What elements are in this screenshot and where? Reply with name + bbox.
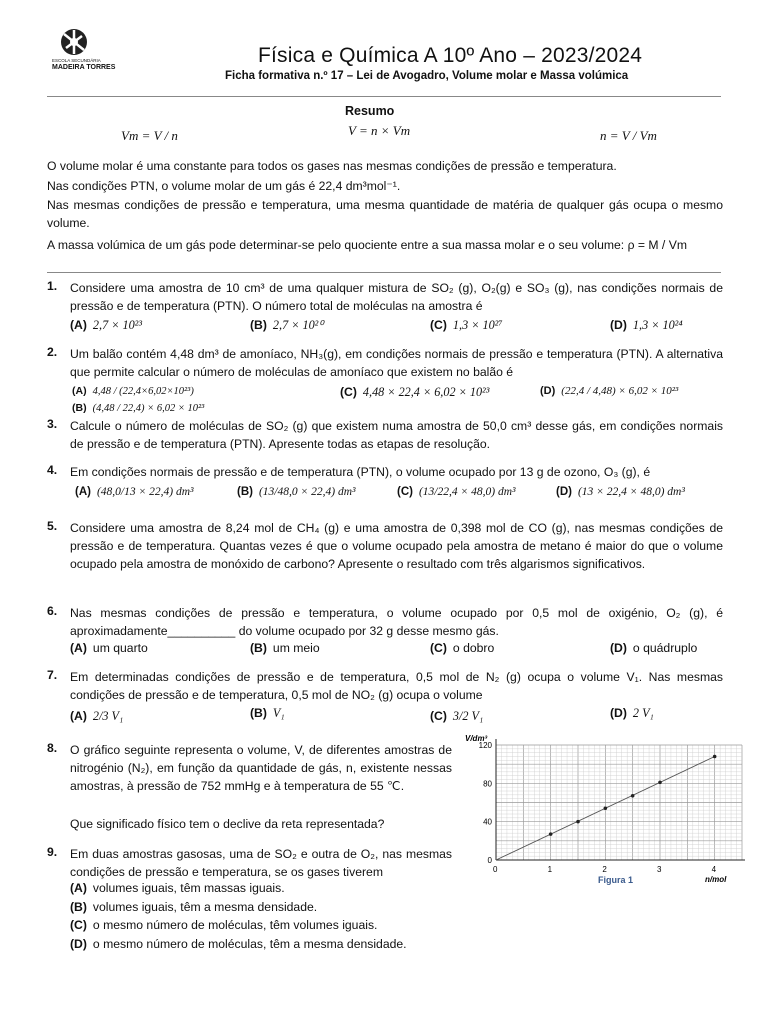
q1-text: Considere uma amostra de 10 cm³ de uma qualquer mistura de SO₂ (g), O₂(g) e SO₃ (g), nas condições normais de pressão e de temperatura (PTN). O número total de moléculas na amostra é <box>70 281 723 313</box>
summary-p3: Nas mesmas condições de pressão e temperatura, uma mesma quantidade de matéria de qualquer gás ocupa o mesmo volume. <box>47 198 723 230</box>
q9-number: 9. <box>47 845 58 859</box>
q1-number: 1. <box>47 279 58 293</box>
q3-text: Calcule o número de moléculas de SO₂ (g) que existem numa amostra de 50,0 cm³ desse gás, em condições normais de pressão e de temperatura (PTN). Apresente todas as etapas de resolução. <box>70 419 723 451</box>
logo-small-text: ESCOLA SECUNDÁRIA <box>52 58 101 63</box>
q4-option-c: (C) (13/22,4 × 48,0) dm³ <box>397 486 516 498</box>
q6-text: Nas mesmas condições de pressão e temperatura, o volume ocupado por 0,5 mol de oxigénio, O₂ (g), é aproximadamente__________ do volume ocupado por 32 g desse mesmo gás. <box>70 606 723 638</box>
q4-option-a: (A) (48,0/13 × 22,4) dm³ <box>75 486 194 498</box>
q9-option-c: (C) o mesmo número de moléculas, têm volumes iguais. <box>70 918 378 932</box>
q1-option-c: (C) 1,3 × 10²⁷ <box>430 318 503 332</box>
q2-text: Um balão contém 4,48 dm³ de amoníaco, NH₃(g), em condições normais de pressão e temperatura (PTN). A alternativa que permite calcular o número de moléculas de amoníaco que existem no balão é <box>70 347 723 379</box>
data-point <box>713 755 717 759</box>
data-point <box>549 832 553 836</box>
q1-option-d: (D) 1,3 × 10²⁴ <box>610 318 683 332</box>
summary-heading: Resumo <box>345 104 395 118</box>
data-point <box>631 794 635 798</box>
x-tick-label: 1 <box>547 865 553 874</box>
q9-option-a: (A) volumes iguais, têm massas iguais. <box>70 881 285 895</box>
volume-vs-n-chart <box>455 730 745 890</box>
chart-ticks <box>479 741 717 874</box>
school-logo <box>52 28 147 72</box>
q5-text: Considere uma amostra de 8,24 mol de CH₄ (g) e uma amostra de 0,398 mol de CO (g), nas mesmas condições de pressão e de temperatura. Quantas vezes é que o volume ocupado pela amostra de metano é maior do que o volume ocupado pela amostra de monóxido de carbono? Apresente o resultado com três algarismos significativos. <box>70 521 723 571</box>
q6-number: 6. <box>47 604 58 618</box>
y-tick-label: 40 <box>483 817 492 827</box>
x-tick-label: 3 <box>657 865 662 874</box>
q8-number: 8. <box>47 741 58 755</box>
summary-p2: Nas condições PTN, o volume molar de um gás é 22,4 dm³mol⁻¹. <box>47 179 401 193</box>
q2-option-c: (C) 4,48 × 22,4 × 6,02 × 10²³ <box>340 385 490 399</box>
y-tick-label: 80 <box>483 779 492 789</box>
x-tick-label: 0 <box>493 865 498 874</box>
q5-number: 5. <box>47 519 58 533</box>
summary-p1: O volume molar é uma constante para todos os gases nas mesmas condições de pressão e temperatura. <box>47 159 617 173</box>
chart-ylabel: V/dm³ <box>465 734 488 743</box>
q2-option-b: (B) (4,48 / 22,4) × 6,02 × 10²³ <box>72 402 205 414</box>
summary-p4: A massa volúmica de um gás pode determinar-se pelo quociente entre a sua massa molar e o seu volume: ρ = M / Vm <box>47 238 687 252</box>
q2-option-d: (D) (22,4 / 4,48) × 6,02 × 10²³ <box>540 385 679 397</box>
header-divider <box>47 96 721 97</box>
summary-divider <box>47 272 721 273</box>
page-title: Física e Química A 10º Ano – 2023/2024 <box>258 44 643 67</box>
q7-text: Em determinadas condições de pressão e de temperatura, 0,5 mol de N₂ (g) ocupa o volume V₁. Nas mesmas condições de pressão e de temperatura, 0,5 mol de NO₂ (g) ocupa o volume <box>70 670 723 702</box>
logo-school-name: MADEIRA TORRES <box>52 64 116 71</box>
q6-option-c: (C) o dobro <box>430 641 495 655</box>
q8-text: O gráfico seguinte representa o volume, V, de diferentes amostras de nitrogénio (N₂), em função da quantidade de gás, n, existente nessas amostras, à pressão de 752 mmHg e à temperatura de 55 ℃. <box>70 743 452 793</box>
q9-option-b: (B) volumes iguais, têm a mesma densidade. <box>70 900 318 914</box>
x-tick-label: 4 <box>711 865 717 874</box>
data-point <box>576 820 580 824</box>
q4-option-b: (B) (13/48,0 × 22,4) dm³ <box>237 486 356 498</box>
formula-n: n = V / Vm <box>600 128 657 143</box>
q4-text: Em condições normais de pressão e de temperatura (PTN), o volume ocupado por 13 g de ozono, O₃ (g), é <box>70 465 651 479</box>
data-point <box>604 806 608 810</box>
q6-option-d: (D) o quádruplo <box>610 641 698 655</box>
q1-option-b: (B) 2,7 × 10²⁰ <box>250 318 324 332</box>
q4-number: 4. <box>47 463 58 477</box>
q6-option-b: (B) um meio <box>250 641 320 655</box>
y-tick-label: 120 <box>478 741 492 750</box>
q7-option-c: (C) 3/2 V₁ <box>430 709 484 723</box>
chart-xlabel: n/mol <box>705 875 727 884</box>
q7-number: 7. <box>47 668 58 682</box>
formula-vm: Vm = V / n <box>121 128 178 143</box>
q8-question: Que significado físico tem o declive da reta representada? <box>70 817 385 831</box>
q2-option-a: (A) 4,48 / (22,4×6,02×10²³) <box>72 385 194 397</box>
q7-option-d: (D) 2 V₁ <box>610 706 654 720</box>
q3-number: 3. <box>47 417 58 431</box>
q4-option-d: (D) (13 × 22,4 × 48,0) dm³ <box>556 486 685 498</box>
formula-v: V = n × Vm <box>348 123 411 138</box>
q7-option-b: (B) V₁ <box>250 706 285 720</box>
data-point <box>658 781 662 785</box>
q7-option-a: (A) 2/3 V₁ <box>70 709 124 723</box>
y-tick-label: 0 <box>487 856 492 865</box>
q1-option-a: (A) 2,7 × 10²³ <box>70 318 142 332</box>
q9-option-d: (D) o mesmo número de moléculas, têm a mesma densidade. <box>70 937 407 951</box>
q6-option-a: (A) um quarto <box>70 641 148 655</box>
page-subtitle: Ficha formativa n.º 17 – Lei de Avogadro, Volume molar e Massa volúmica <box>225 70 629 82</box>
chart-title: Figura 1 <box>598 875 634 885</box>
q9-text: Em duas amostras gasosas, uma de SO₂ e outra de O₂, nas mesmas condições de pressão e temperatura, se os gases tiverem <box>70 847 452 879</box>
q2-number: 2. <box>47 345 58 359</box>
x-tick-label: 2 <box>602 865 607 874</box>
school-logo-icon <box>56 28 92 56</box>
